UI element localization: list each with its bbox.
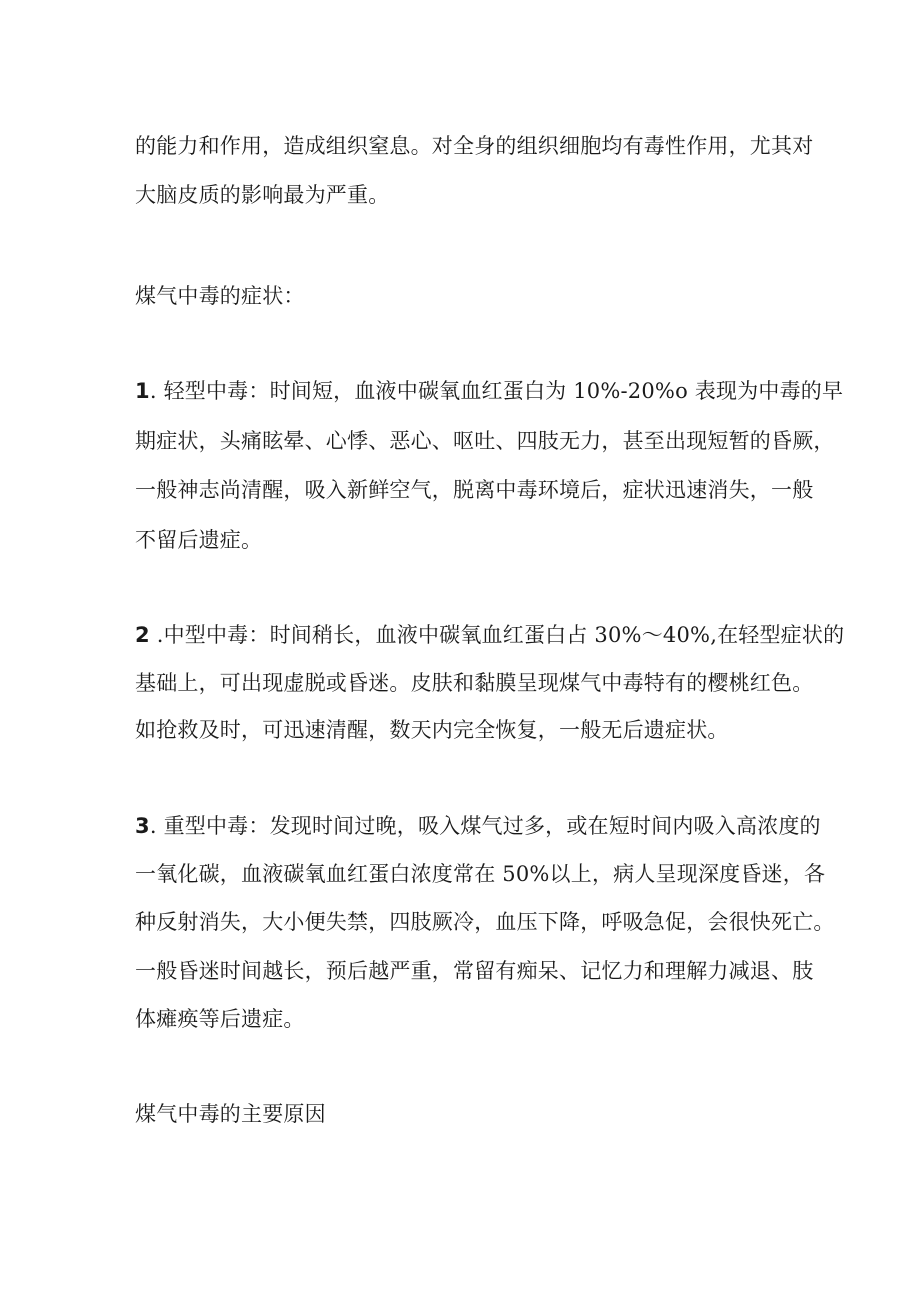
item-2-line-2: 基础上，可出现虚脱或昏迷。皮肤和黏膜呈现煤气中毒特有的樱桃红色。 — [135, 671, 814, 695]
item-2-line-3: 如抢救及时，可迅速清醒，数天内完全恢复，一般无后遗症状。 — [135, 718, 729, 742]
item-3-line-5: 体瘫痪等后遗症。 — [135, 1007, 305, 1031]
item-2-line-1 — [135, 622, 844, 648]
item-2-number: 2 — [135, 623, 150, 647]
item-1-line-2: 期症状，头痛眩晕、心悸、恶心、呕吐、四肢无力，甚至出现短暂的昏厥， — [135, 429, 835, 453]
causes-heading: 煤气中毒的主要原因 — [135, 1102, 326, 1126]
item-3-text-1: . 重型中毒：发现时间过晚，吸入煤气过多，或在短时间内吸入高浓度的 — [149, 814, 821, 838]
item-3-number: 3 — [135, 814, 150, 838]
item-2-text-1: .中型中毒：时间稍长，血液中碳氧血红蛋白占 30%〜40%,在轻型症状的 — [149, 623, 845, 647]
item-1-number: 1 — [135, 379, 150, 403]
item-3-line-4: 一般昏迷时间越长，预后越严重，常留有痴呆、记忆力和理解力减退、肢 — [135, 959, 814, 983]
symptoms-heading: 煤气中毒的症状： — [135, 284, 305, 308]
item-3-line-3: 种反射消失，大小便失禁，四肢厥冷，血压下降，呼吸急促，会很快死亡。 — [135, 910, 835, 934]
item-1-line-1 — [135, 378, 843, 404]
intro-line-1: 的能力和作用，造成组织窒息。对全身的组织细胞均有毒性作用，尤其对 — [135, 134, 814, 158]
item-1-text-1: . 轻型中毒：时间短，血液中碳氧血红蛋白为 10%-20%o 表现为中毒的早 — [149, 379, 844, 403]
item-3-line-2: 一氧化碳，血液碳氧血红蛋白浓度常在 50%以上，病人呈现深度昏迷，各 — [135, 862, 826, 886]
item-1-line-3: 一般神志尚清醒，吸入新鲜空气，脱离中毒环境后，症状迅速消失，一般 — [135, 478, 814, 502]
intro-line-2: 大脑皮质的影响最为严重。 — [135, 183, 390, 207]
item-1-line-4: 不留后遗症。 — [135, 528, 263, 552]
item-3-line-1 — [135, 813, 821, 839]
